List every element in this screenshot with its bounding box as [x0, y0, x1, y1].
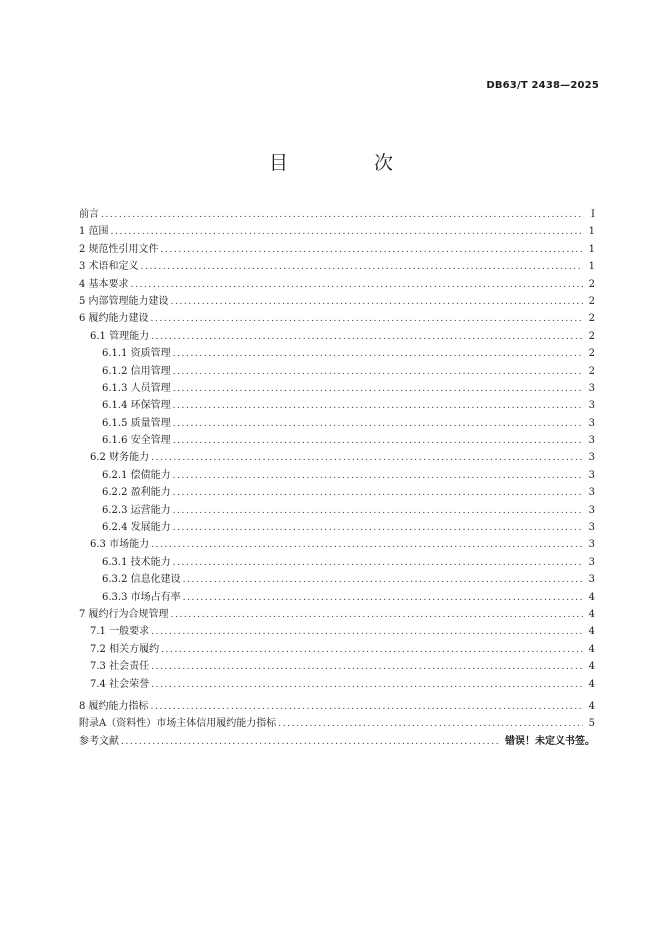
toc-dot-leader: [151, 311, 583, 328]
toc-entry[interactable]: [79, 223, 595, 240]
toc-entry-page: 2: [588, 295, 595, 307]
toc-entry-label: 附录A（资料性）市场主体信用履约能力指标: [79, 718, 277, 730]
toc-dot-leader: [161, 242, 583, 259]
toc-entry[interactable]: [79, 484, 595, 501]
toc-entry-label: 6.2.1 偿债能力: [102, 469, 171, 481]
toc-dot-leader: [151, 624, 583, 641]
toc-dot-leader: [161, 642, 583, 659]
toc-entry-page: 3: [588, 400, 595, 412]
toc-dot-leader: [183, 572, 583, 589]
toc-entry-label: 6.1.5 质量管理: [102, 417, 171, 429]
toc-entry-page: 3: [588, 574, 595, 586]
toc-entry[interactable]: [79, 467, 595, 484]
toc-entry[interactable]: [79, 293, 595, 310]
toc-entry[interactable]: [79, 641, 595, 658]
toc-dot-leader: [151, 329, 583, 346]
toc-dot-leader: [101, 207, 583, 224]
toc-entry[interactable]: [79, 206, 595, 223]
toc-entry[interactable]: [79, 241, 595, 258]
toc-entry[interactable]: [79, 623, 595, 640]
toc-dot-leader: [111, 224, 583, 241]
toc-dot-leader: [151, 699, 583, 716]
toc-entry-label: 6.1.3 人员管理: [102, 382, 171, 394]
toc-entry-label: 7.3 社会责任: [90, 661, 150, 673]
toc-entry-page: 3: [588, 556, 595, 568]
toc-entry-label: 前言: [79, 209, 99, 220]
toc-entry-label: 6.3.3 市场占有率: [102, 591, 181, 603]
toc-dot-leader: [173, 381, 583, 398]
toc-dot-leader: [173, 416, 583, 433]
toc-entry-label: 7.4 社会荣誉: [90, 678, 150, 690]
toc-entry[interactable]: [79, 554, 595, 571]
toc-entry[interactable]: [79, 328, 595, 345]
toc-entry-page: 3: [588, 522, 595, 534]
toc-entry-label: 6.3 市场能力: [90, 539, 150, 551]
toc-dot-leader: [173, 520, 583, 537]
toc-entry-page: 2: [588, 278, 595, 290]
toc-entry-page: 1: [588, 243, 595, 255]
toc-entry[interactable]: [79, 715, 595, 732]
toc-entry-page: 1: [588, 226, 595, 238]
toc-entry-page: 4: [588, 643, 595, 655]
page-title: 目 次: [268, 152, 434, 174]
toc-entry-label: 6.1.1 资质管理: [102, 348, 171, 360]
toc-entry-page: 4: [588, 608, 595, 620]
toc-entry-label: 3 术语和定义: [79, 261, 139, 273]
toc-dot-leader: [278, 716, 583, 733]
toc-entry-page: 3: [588, 504, 595, 516]
toc-dot-leader: [173, 346, 583, 363]
toc-dot-leader: [173, 364, 583, 381]
toc-dot-leader: [151, 677, 583, 694]
toc-entry[interactable]: [79, 380, 595, 397]
toc-dot-leader: [173, 433, 583, 450]
toc-entry[interactable]: [79, 310, 595, 327]
toc-entry[interactable]: [79, 606, 595, 623]
toc-entry[interactable]: [79, 571, 595, 588]
toc-entry[interactable]: [79, 536, 595, 553]
toc-dot-leader: [171, 294, 583, 311]
toc-entry-label: 7 履约行为合规管理: [79, 608, 169, 620]
toc-entry-label: 1 范围: [79, 226, 109, 238]
toc-entry[interactable]: [79, 658, 595, 675]
toc-entry[interactable]: [79, 589, 595, 606]
toc-entry-label: 4 基本要求: [79, 278, 129, 290]
toc-entry[interactable]: [79, 676, 595, 693]
toc-entry-page: 3: [588, 452, 595, 464]
toc-entry-label: 6.1 管理能力: [90, 330, 150, 342]
toc-dot-leader: [151, 450, 583, 467]
toc-entry-page: 2: [588, 313, 595, 325]
toc-dot-leader: [171, 607, 583, 624]
toc-entry-page: 4: [588, 661, 595, 673]
toc-entry-page: I: [591, 209, 595, 220]
toc-entry[interactable]: [79, 345, 595, 362]
toc-dot-leader: [173, 398, 583, 415]
toc-entry-page: 3: [588, 382, 595, 394]
toc-entry-page: 3: [588, 435, 595, 447]
toc-entry-page: 3: [588, 539, 595, 551]
toc-entry[interactable]: [79, 698, 595, 715]
toc-entry[interactable]: [79, 258, 595, 275]
toc-entry-label: 8 履约能力指标: [79, 700, 149, 712]
toc-entry-label: 6.3.1 技术能力: [102, 556, 171, 568]
toc-dot-leader: [173, 555, 583, 572]
toc-entry[interactable]: [79, 449, 595, 466]
toc-entry-label: 7.1 一般要求: [90, 626, 150, 638]
toc-entry-page: 4: [588, 678, 595, 690]
toc-entry-page: 3: [588, 469, 595, 481]
toc-entry-label: 6.1.2 信用管理: [102, 365, 171, 377]
toc-entry-label: 6.2.4 发展能力: [102, 522, 171, 534]
toc-entry[interactable]: [79, 502, 595, 519]
toc-entry[interactable]: [79, 519, 595, 536]
toc-entry[interactable]: [79, 276, 595, 293]
toc-dot-leader: [183, 590, 583, 607]
toc-entry-label: 2 规范性引用文件: [79, 243, 159, 255]
toc-entry-page: 2: [588, 365, 595, 377]
toc-entry-label: 参考文献: [79, 735, 119, 747]
toc-entry-page: 错误！未定义书签。: [505, 735, 595, 747]
toc-dot-leader: [173, 503, 583, 520]
toc-entry-label: 5 内部管理能力建设: [79, 295, 169, 307]
toc-entry-page: 2: [588, 348, 595, 360]
table-of-contents: [79, 206, 595, 750]
toc-entry-page: 4: [588, 700, 595, 712]
toc-dot-leader: [121, 734, 501, 751]
toc-entry[interactable]: [79, 432, 595, 449]
toc-dot-leader: [173, 485, 583, 502]
toc-entry[interactable]: [79, 397, 595, 414]
toc-entry[interactable]: [79, 363, 595, 380]
toc-dot-leader: [173, 468, 583, 485]
toc-dot-leader: [151, 659, 583, 676]
toc-entry[interactable]: [79, 415, 595, 432]
toc-entry-page: 5: [588, 718, 595, 730]
toc-dot-leader: [141, 259, 583, 276]
toc-entry-label: 7.2 相关方履约: [90, 643, 160, 655]
toc-entry-label: 6.3.2 信息化建设: [102, 574, 181, 586]
toc-entry-page: 4: [588, 591, 595, 603]
toc-entry-page: 3: [588, 487, 595, 499]
toc-entry-label: 6.2.2 盈利能力: [102, 487, 171, 499]
toc-entry-label: 6.1.6 安全管理: [102, 435, 171, 447]
toc-entry-label: 6.1.4 环保管理: [102, 400, 171, 412]
standard-code: DB63/T 2438—2025: [486, 80, 599, 91]
toc-entry-label: 6 履约能力建设: [79, 313, 149, 325]
toc-entry-page: 4: [588, 626, 595, 638]
toc-entry[interactable]: [79, 733, 595, 750]
toc-entry-page: 3: [588, 417, 595, 429]
toc-entry-label: 6.2 财务能力: [90, 452, 150, 464]
toc-dot-leader: [151, 537, 583, 554]
toc-entry-page: 1: [588, 261, 595, 273]
toc-entry-page: 2: [588, 330, 595, 342]
toc-dot-leader: [131, 277, 583, 294]
toc-entry-label: 6.2.3 运营能力: [102, 504, 171, 516]
